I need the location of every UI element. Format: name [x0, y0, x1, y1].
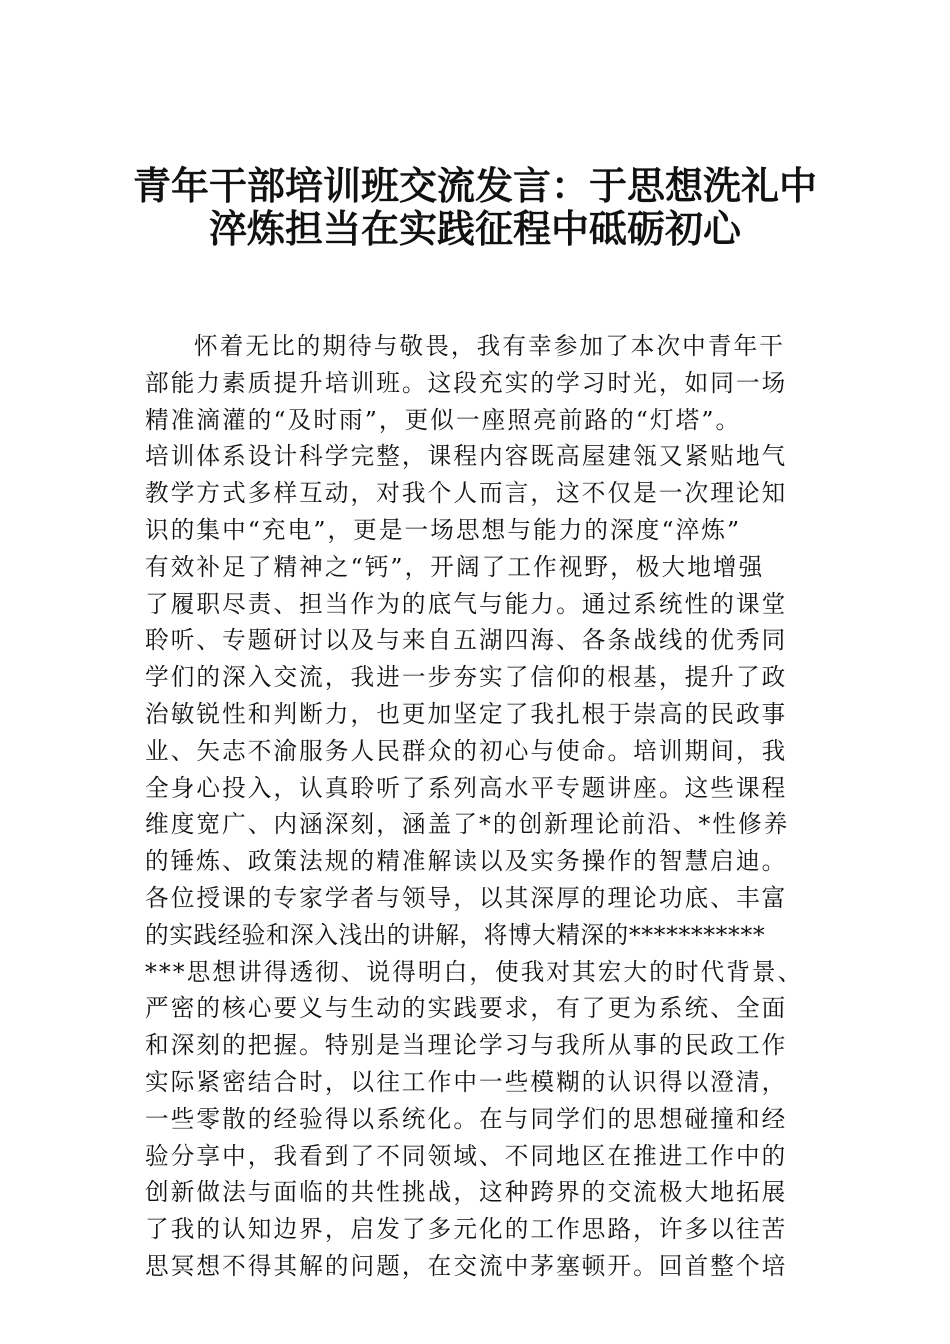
body-line: 一些零散的经验得以系统化。在与同学们的思想碰撞和经	[145, 1104, 788, 1133]
body-line: 和深刻的把握。特别是当理论学习与我所从事的民政工作	[145, 1031, 788, 1060]
body-line: ***思想讲得透彻、说得明白，使我对其宏大的时代背景、	[145, 957, 804, 986]
body-line: 严密的核心要义与生动的实践要求，有了更为系统、全面	[145, 994, 788, 1023]
body-line: 培训体系设计科学完整，课程内容既高屋建瓴又紧贴地气	[145, 442, 788, 471]
document-body	[145, 328, 805, 1285]
body-line: 创新做法与面临的共性挑战，这种跨界的交流极大地拓展	[145, 1178, 788, 1207]
body-line: 思冥想不得其解的问题，在交流中茅塞顿开。回首整个培	[145, 1251, 788, 1280]
body-line: 学们的深入交流，我进一步夯实了信仰的根基，提升了政	[145, 663, 788, 692]
body-line: 了我的认知边界，启发了多元化的工作思路，许多以往苦	[145, 1215, 788, 1244]
body-line: 部能力素质提升培训班。这段充实的学习时光，如同一场	[145, 368, 788, 397]
body-line: 的锤炼、政策法规的精准解读以及实务操作的智慧启迪。	[145, 847, 788, 876]
body-line: 治敏锐性和判断力，也更加坚定了我扎根于崇高的民政事	[145, 699, 788, 728]
body-line: 的实践经验和深入浅出的讲解，将博大精深的***********	[145, 920, 766, 949]
body-line: 了履职尽责、担当作为的底气与能力。通过系统性的课堂	[145, 589, 788, 618]
document-title-line-1: 青年干部培训班交流发言：于思想洗礼中	[132, 163, 817, 208]
body-line: 各位授课的专家学者与领导，以其深厚的理论功底、丰富	[145, 883, 788, 912]
body-line: 精准滴灌的“及时雨”，更似一座照亮前路的“灯塔”。	[145, 405, 742, 434]
body-line: 有效补足了精神之“钙”，开阔了工作视野，极大地增强	[145, 552, 765, 581]
body-line: 聆听、专题研讨以及与来自五湖四海、各条战线的优秀同	[145, 626, 788, 655]
body-line: 验分享中，我看到了不同领域、不同地区在推进工作中的	[145, 1141, 788, 1170]
body-line: 识的集中“充电”，更是一场思想与能力的深度“淬炼”	[145, 515, 742, 544]
body-line: 全身心投入，认真聆听了系列高水平专题讲座。这些课程	[145, 773, 788, 802]
body-line: 维度宽广、内涵深刻，涵盖了*的创新理论前沿、*性修养	[145, 810, 790, 839]
body-line: 业、矢志不渝服务人民群众的初心与使命。培训期间，我	[145, 736, 788, 765]
body-line: 怀着无比的期待与敬畏，我有幸参加了本次中青年干	[194, 332, 785, 360]
body-line: 教学方式多样互动，对我个人而言，这不仅是一次理论知	[145, 479, 788, 508]
body-line: 实际紧密结合时，以往工作中一些模糊的认识得以澄清，	[145, 1067, 788, 1096]
document-title-line-2: 淬炼担当在实践征程中砥砺初心	[208, 206, 741, 251]
